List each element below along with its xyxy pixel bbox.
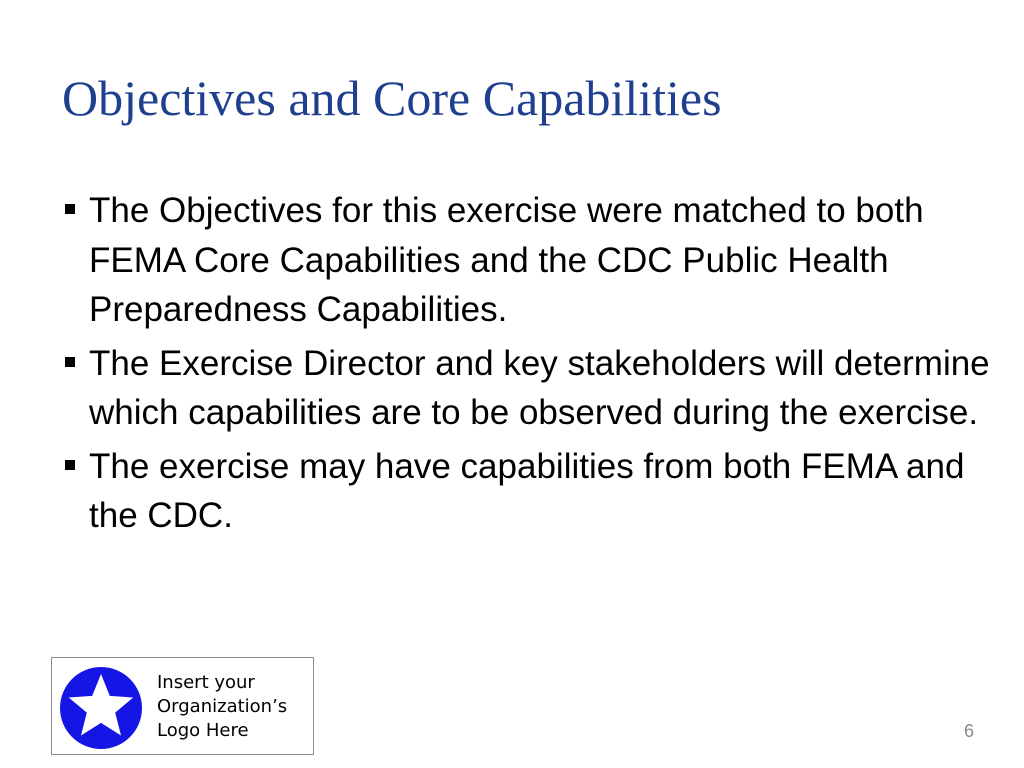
page-number: 6 xyxy=(963,721,974,741)
bullet-text: The Exercise Director and key stakeholders will determine which capabilities are to be observed during the exercise. xyxy=(89,343,990,432)
star-in-circle-icon xyxy=(59,666,143,750)
square-bullet-icon xyxy=(65,357,75,367)
slide-title: Objectives and Core Capabilities xyxy=(62,70,722,126)
bullet-text: The exercise may have capabilities from both FEMA and the CDC. xyxy=(89,446,965,535)
square-bullet-icon xyxy=(65,204,75,214)
logo-text-line: Insert your xyxy=(157,672,255,693)
bullet-item xyxy=(62,442,992,541)
bullet-text: The Objectives for this exercise were matched to both FEMA Core Capabilities and the CDC Public Health Preparedness Capabilities. xyxy=(89,191,924,329)
logo-text-line: Organization’s xyxy=(157,696,288,717)
logo-placeholder-text xyxy=(157,671,287,743)
logo-text-line: Logo Here xyxy=(157,720,249,741)
logo-placeholder xyxy=(51,657,314,755)
square-bullet-icon xyxy=(65,460,75,470)
bullet-list xyxy=(62,186,992,545)
bullet-item xyxy=(62,186,992,335)
bullet-item xyxy=(62,339,992,438)
